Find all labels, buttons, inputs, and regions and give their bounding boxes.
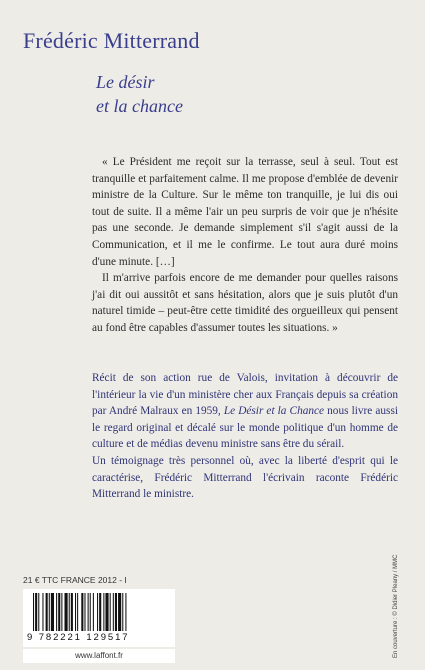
- summary-text-before: Récit de son action rue de Valois, invitation à découvrir de l'intérieur la vie d'un ministère cher aux Français depuis sa création par André Malraux en 1959,: [92, 372, 398, 418]
- barcode-bar: [58, 593, 60, 631]
- cover-credit: En couverture : © Didier Pleany / MMC: [393, 554, 399, 658]
- barcode-bar: [69, 593, 70, 631]
- author-name: Frédéric Mitterrand: [23, 28, 200, 53]
- barcode-bar: [84, 593, 85, 631]
- barcode-bar: [81, 593, 83, 631]
- book-title-line-2: et la chance: [96, 96, 183, 116]
- barcode-bars-icon: [23, 589, 175, 635]
- barcode-bar: [77, 593, 78, 631]
- barcode-bar: [99, 593, 101, 631]
- barcode-bar: [125, 593, 126, 631]
- barcode-bar: [113, 593, 114, 631]
- barcode-bar: [75, 593, 76, 631]
- price-label: 21 € TTC FRANCE 2012 - I: [23, 575, 127, 585]
- book-title: [96, 70, 183, 118]
- barcode-bar: [97, 593, 98, 631]
- barcode-bar: [105, 593, 108, 631]
- barcode-bar: [61, 593, 62, 631]
- barcode-bar: [51, 593, 54, 631]
- summary-paragraph-1: [92, 370, 398, 453]
- barcode-digits: 9 782221 129517: [27, 632, 130, 643]
- barcode: [23, 589, 175, 647]
- barcode-bar: [90, 593, 91, 631]
- barcode-bar: [38, 593, 39, 631]
- publisher-website: www.laffont.fr: [23, 649, 175, 663]
- barcode-bar: [49, 593, 50, 631]
- barcode-bar: [33, 593, 34, 631]
- barcode-bar: [56, 593, 57, 631]
- barcode-bar: [115, 593, 117, 631]
- quote-paragraph-1: « Le Président me reçoit sur la terrasse, seul à seul. Tout est tranquille et parfaitement calme. Il me propose d'emblée de devenir ministre de la Culture. Sur le même ton tranquille, je lui dis oui tout de suite. Il a même l'air un peu surpris de voir que je n'hésite pas une seconde. Je demande simplement s'il s'agit aussi de la Communication, et il me le confirme. Le tout aura duré moins d'une minute. […]: [92, 156, 398, 268]
- summary-title-italic: Le Désir et la Chance: [223, 405, 325, 418]
- barcode-bar: [35, 593, 37, 631]
- barcode-bar: [110, 593, 111, 631]
- barcode-bar: [103, 593, 104, 631]
- barcode-bar: [122, 593, 123, 631]
- summary-paragraph-2: Un témoignage très personnel où, avec la liberté d'esprit qui le caractérise, Frédéric Mitterrand l'écrivain raconte Frédéric Mitterrand le ministre.: [92, 454, 398, 501]
- quote-paragraph-2: Il m'arrive parfois encore de me demander pour quelles raisons j'ai dit oui aussitôt et sans hésitation, alors que je suis plutôt d'un naturel timide – peut-être cette timidité des orgueilleux qui pensent au fond être capables d'assumer toutes les situations. »: [92, 272, 398, 334]
- barcode-bar: [71, 593, 73, 631]
- book-summary: [92, 370, 398, 503]
- barcode-bar: [88, 593, 89, 631]
- barcode-bar: [118, 593, 121, 631]
- quote-excerpt: [92, 154, 398, 337]
- barcode-bar: [65, 593, 68, 631]
- barcode-bar: [93, 593, 94, 631]
- barcode-bar: [42, 593, 43, 631]
- book-title-line-1: Le désir: [96, 72, 155, 92]
- barcode-bar: [46, 593, 48, 631]
- summary-text-after: nous livre aussi le regard original et décalé sur le monde politique d'un homme de culture et de médias devenu ministre sans être du sérail.: [92, 405, 398, 451]
